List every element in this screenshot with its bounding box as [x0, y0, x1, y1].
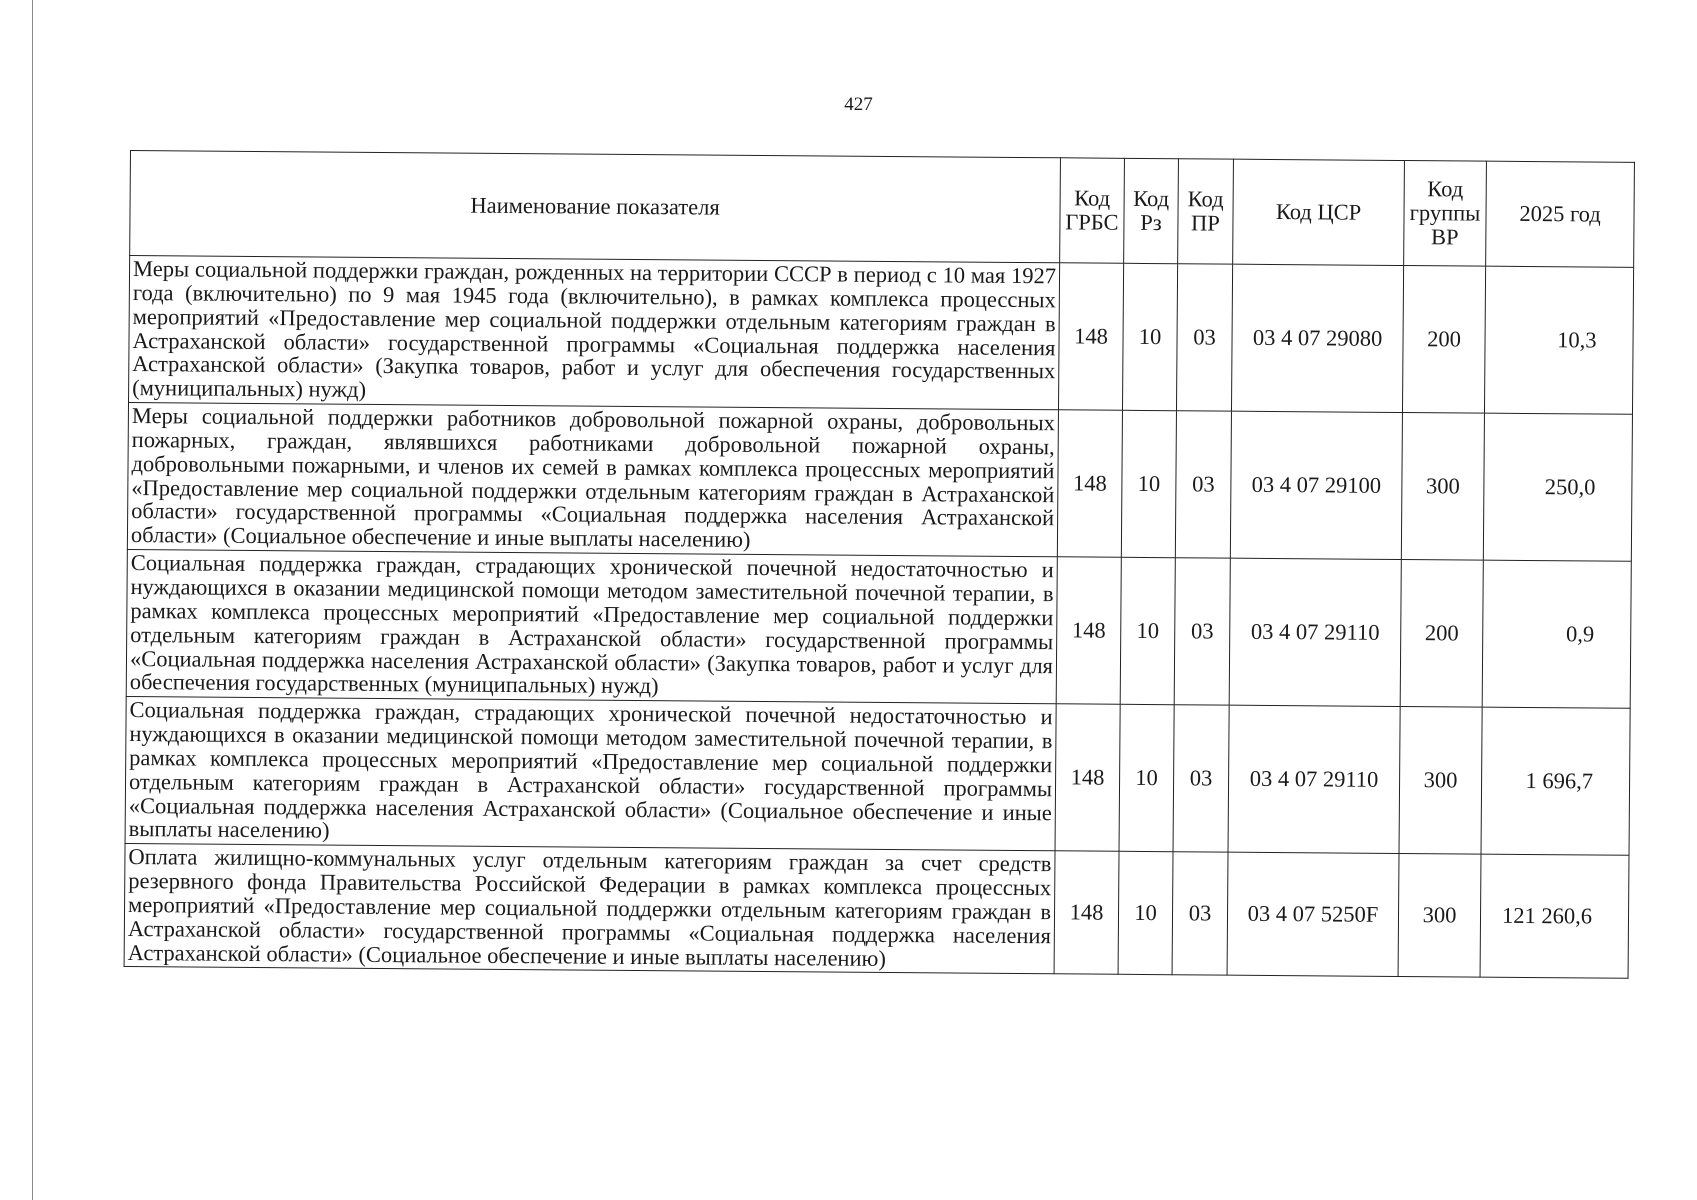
csr-cell: 03 4 07 29100 [1230, 411, 1402, 559]
pr-cell: 03 [1173, 705, 1229, 852]
rz-cell: 10 [1120, 557, 1175, 704]
amount-cell: 10,3 [1484, 266, 1633, 414]
pr-cell: 03 [1176, 264, 1232, 411]
grbs-cell: 148 [1055, 704, 1120, 852]
csr-cell: 03 4 07 5250F [1227, 852, 1399, 977]
header-row [130, 151, 1635, 268]
grbs-cell: 148 [1057, 410, 1122, 558]
vr-cell: 200 [1402, 266, 1485, 414]
header-grbs-code: Код ГРБС [1060, 158, 1125, 263]
header-csr-code: Код ЦСР [1233, 159, 1405, 265]
table-row [127, 403, 1632, 562]
pr-cell: 03 [1174, 558, 1230, 705]
indicator-name-cell: Социальная поддержка граждан, страдающих хронической почечной недостаточностью и нуждающихся в оказании медицинской помощи методом заместительной почечной терапии, в рамках комплекса процессных мероприятий «Предоставление мер социальной поддержки отдельным категориям граждан в Астраханской области» государственной программы «Социальная поддержка населения Астраханской области» (Социальное обеспечение и иные выплаты населению) [125, 697, 1056, 851]
vr-cell: 300 [1399, 707, 1482, 855]
rz-cell: 10 [1122, 263, 1177, 410]
indicator-name-cell: Оплата жилищно-коммунальных услуг отдельным категориям граждан за счет средств резервного фонда Правительства Российской Федерации в рамках комплекса процессных мероприятий «Предоставление мер социальной поддержки отдельным категориям граждан в Астраханской области» государственной программы «Социальная поддержка населения Астраханской области» (Социальное обеспечение и иные выплаты населению) [124, 844, 1055, 975]
budget-table-container [124, 150, 1635, 979]
vr-cell: 200 [1400, 560, 1483, 708]
amount-cell: 1 696,7 [1481, 707, 1630, 855]
table-row [126, 550, 1631, 709]
csr-cell: 03 4 07 29110 [1228, 705, 1400, 853]
rz-cell: 10 [1121, 410, 1176, 557]
table-row [124, 844, 1629, 979]
amount-cell: 250,0 [1483, 413, 1632, 561]
header-indicator-name: Наименование показателя [130, 151, 1061, 263]
binding-margin-line [32, 0, 33, 1200]
header-pr-code: Код ПР [1178, 159, 1234, 264]
rz-cell: 10 [1118, 852, 1173, 976]
table-body [124, 256, 1634, 979]
vr-cell: 300 [1401, 413, 1484, 561]
header-vr-group-code: Код группы ВР [1404, 161, 1487, 267]
grbs-cell: 148 [1054, 851, 1119, 975]
indicator-name-cell: Меры социальной поддержки граждан, рожденных на территории СССР в период с 10 мая 1927 года (включительно) по 9 мая 1945 года (включительно), в рамках комплекса процессных мероприятий «Предоставление мер социальной поддержки отдельным категориям граждан в Астраханской области» государственной программы «Социальная поддержка населения Астраханской области» (Закупка товаров, работ и услуг для обеспечения государственных (муниципальных) нужд) [129, 256, 1060, 410]
indicator-name-cell: Социальная поддержка граждан, страдающих хронической почечной недостаточностью и нуждающихся в оказании медицинской помощи методом заместительной почечной терапии, в рамках комплекса процессных мероприятий «Предоставление мер социальной поддержки отдельным категориям граждан в Астраханской области» государственной программы «Социальная поддержка населения Астраханской области» (Закупка товаров, работ и услуг для обеспечения государственных (муниципальных) нужд) [126, 550, 1057, 704]
pr-cell: 03 [1172, 852, 1228, 976]
amount-cell: 0,9 [1482, 560, 1631, 708]
indicator-name-cell: Меры социальной поддержки работников добровольной пожарной охраны, добровольных пожарных, граждан, являвшихся работниками добровольной пожарной охраны, добровольными пожарными, и членов их семей в рамках комплекса процессных мероприятий «Предоставление мер социальной поддержки отдельным категориям граждан в Астраханской области» государственной программы «Социальная поддержка населения Астраханской области» (Социальное обеспечение и иные выплаты населению) [127, 403, 1058, 557]
grbs-cell: 148 [1056, 557, 1121, 705]
table-header [130, 151, 1635, 268]
csr-cell: 03 4 07 29080 [1231, 264, 1403, 412]
pr-cell: 03 [1175, 411, 1231, 558]
header-rz-code: Код Рз [1124, 158, 1179, 263]
table-row [125, 697, 1630, 856]
table-row [129, 256, 1634, 415]
budget-table [124, 150, 1635, 979]
header-year-2025: 2025 год [1486, 161, 1635, 267]
grbs-cell: 148 [1058, 263, 1123, 411]
vr-cell: 300 [1398, 854, 1481, 978]
amount-cell: 121 260,6 [1480, 854, 1629, 978]
rz-cell: 10 [1119, 704, 1174, 851]
csr-cell: 03 4 07 29110 [1229, 558, 1401, 706]
page-number: 427 [844, 94, 873, 115]
